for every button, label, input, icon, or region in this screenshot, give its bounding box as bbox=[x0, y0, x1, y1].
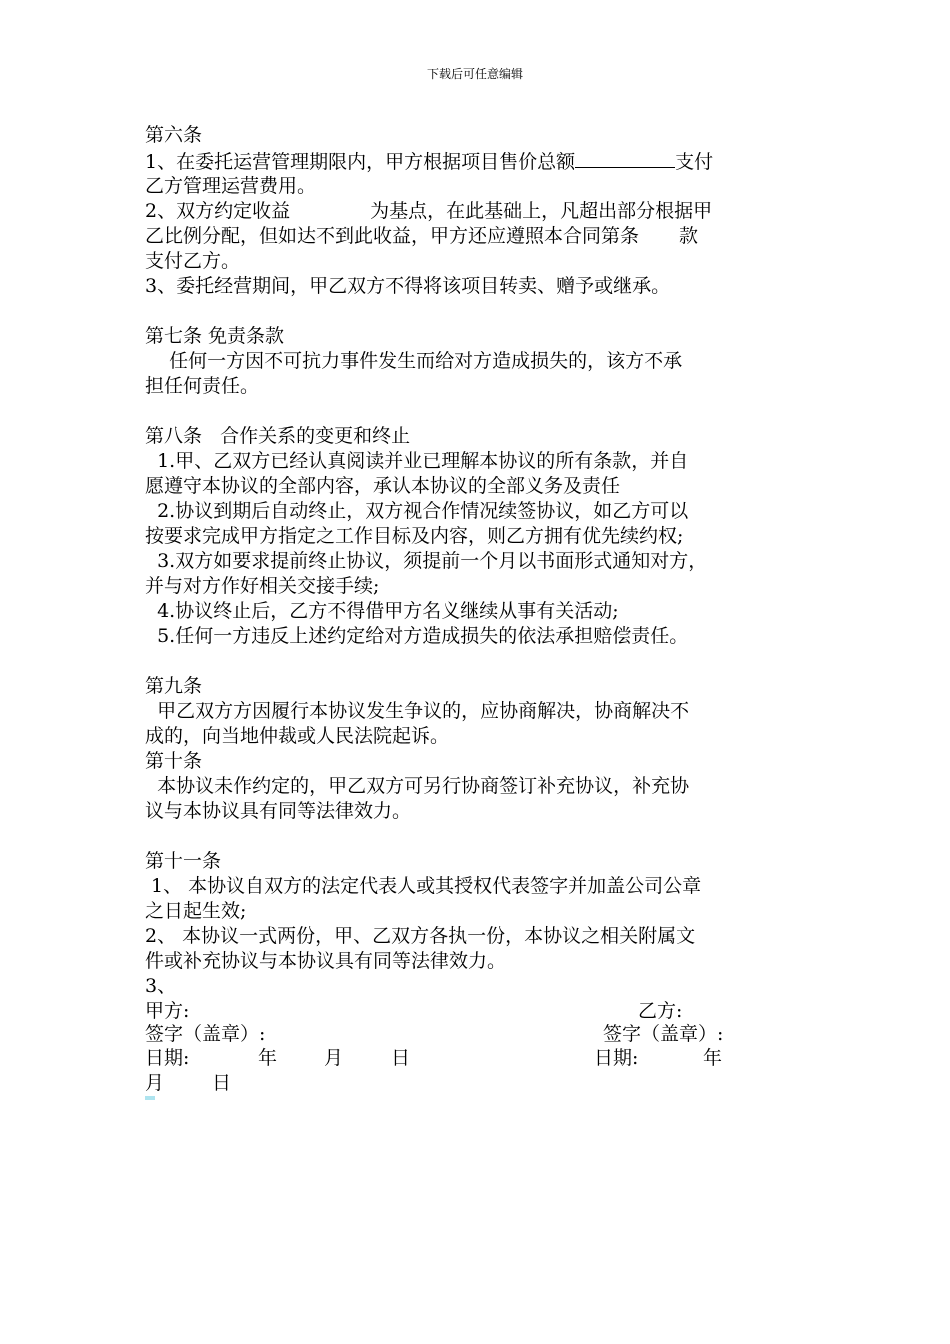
party-a-signature: 签字（盖章）: bbox=[145, 1023, 266, 1045]
article-7-text-1: 任何一方因不可抗力事件发生而给对方造成损失的，该方不承 bbox=[145, 350, 683, 372]
article-8-item-4: 4.协议终止后，乙方不得借甲方名义继续从事有关活动; bbox=[145, 600, 619, 622]
article-6-clause-2 bbox=[145, 199, 712, 223]
article-8-title: 第八条 合作关系的变更和终止 bbox=[145, 425, 411, 447]
article-11-item-2-cont: 件或补充协议与本协议具有同等法律效力。 bbox=[145, 950, 507, 972]
article-9-text-2: 成的，向当地仲裁或人民法院起诉。 bbox=[145, 725, 450, 747]
party-a-label: 甲方: bbox=[145, 1000, 190, 1022]
article-8-item-1: 1.甲、乙双方已经认真阅读并业已理解本协议的所有条款，并自 bbox=[145, 450, 689, 472]
article-6-title: 第六条 bbox=[145, 124, 203, 146]
blank-underline bbox=[575, 149, 675, 168]
party-b-date-month: 月 bbox=[145, 1072, 165, 1094]
clause-text: 支付 bbox=[675, 151, 714, 173]
article-10-text-1: 本协议未作约定的，甲乙双方可另行协商签订补充协议，补充协 bbox=[145, 775, 690, 797]
article-11-item-3: 3、 bbox=[145, 975, 177, 997]
article-6-clause-1 bbox=[145, 149, 713, 174]
party-a-date-label: 日期: bbox=[145, 1047, 190, 1069]
article-7-title: 第七条 免责条款 bbox=[145, 325, 285, 347]
clause-text: 为基点，在此基础上，凡超出部分根据甲 bbox=[370, 200, 713, 222]
party-b-date-year: 年 bbox=[703, 1047, 723, 1069]
party-a-date-year: 年 bbox=[258, 1047, 278, 1069]
article-10-text-2: 议与本协议具有同等法律效力。 bbox=[145, 800, 412, 822]
page-header-note: 下载后可任意编辑 bbox=[426, 67, 523, 81]
clause-text: 2、双方约定收益 bbox=[145, 200, 291, 222]
party-b-date-day: 日 bbox=[212, 1072, 232, 1094]
article-6-clause-2-cont bbox=[145, 224, 698, 248]
party-b-signature: 签字（盖章）: bbox=[603, 1023, 724, 1045]
article-6-clause-2-end: 支付乙方。 bbox=[145, 250, 241, 272]
article-8-item-2: 2.协议到期后自动终止，双方视合作情况续签协议，如乙方可以 bbox=[145, 500, 689, 522]
article-10-title: 第十条 bbox=[145, 750, 203, 772]
party-a-date-day: 日 bbox=[391, 1047, 411, 1069]
article-9-text-1: 甲乙双方方因履行本协议发生争议的，应协商解决，协商解决不 bbox=[145, 700, 690, 722]
clause-text: 乙比例分配，但如达不到此收益，甲方还应遵照本合同第条 bbox=[145, 225, 640, 247]
article-11-item-1-cont: 之日起生效; bbox=[145, 900, 247, 922]
article-8-item-2-cont: 按要求完成甲方指定之工作目标及内容，则乙方拥有优先续约权; bbox=[145, 525, 684, 547]
article-6-clause-1-cont: 乙方管理运营费用。 bbox=[145, 175, 317, 197]
party-b-date-label: 日期: bbox=[594, 1047, 639, 1069]
party-a-date-month: 月 bbox=[324, 1047, 344, 1069]
article-11-title: 第十一条 bbox=[145, 850, 222, 872]
article-9-title: 第九条 bbox=[145, 675, 203, 697]
article-8-item-3: 3.双方如要求提前终止协议，须提前一个月以书面形式通知对方， bbox=[145, 550, 708, 572]
clause-text: 款 bbox=[679, 225, 699, 247]
article-8-item-3-cont: 并与对方作好相关交接手续; bbox=[145, 575, 380, 597]
article-11-item-1: 1、 本协议自双方的法定代表人或其授权代表签字并加盖公司公章 bbox=[145, 875, 702, 897]
party-b-label: 乙方: bbox=[638, 1000, 683, 1022]
text-cursor-marker bbox=[145, 1096, 155, 1100]
article-8-item-5: 5.任何一方违反上述约定给对方造成损失的依法承担赔偿责任。 bbox=[145, 625, 689, 647]
article-11-item-2: 2、 本协议一式两份，甲、乙双方各执一份，本协议之相关附属文 bbox=[145, 925, 696, 947]
article-8-item-1-cont: 愿遵守本协议的全部内容，承认本协议的全部义务及责任 bbox=[145, 475, 621, 497]
article-7-text-2: 担任何责任。 bbox=[145, 375, 260, 397]
clause-text: 1、在委托运营管理期限内，甲方根据项目售价总额 bbox=[145, 151, 576, 173]
article-6-clause-3: 3、委托经营期间，甲乙双方不得将该项目转卖、赠予或继承。 bbox=[145, 275, 671, 297]
